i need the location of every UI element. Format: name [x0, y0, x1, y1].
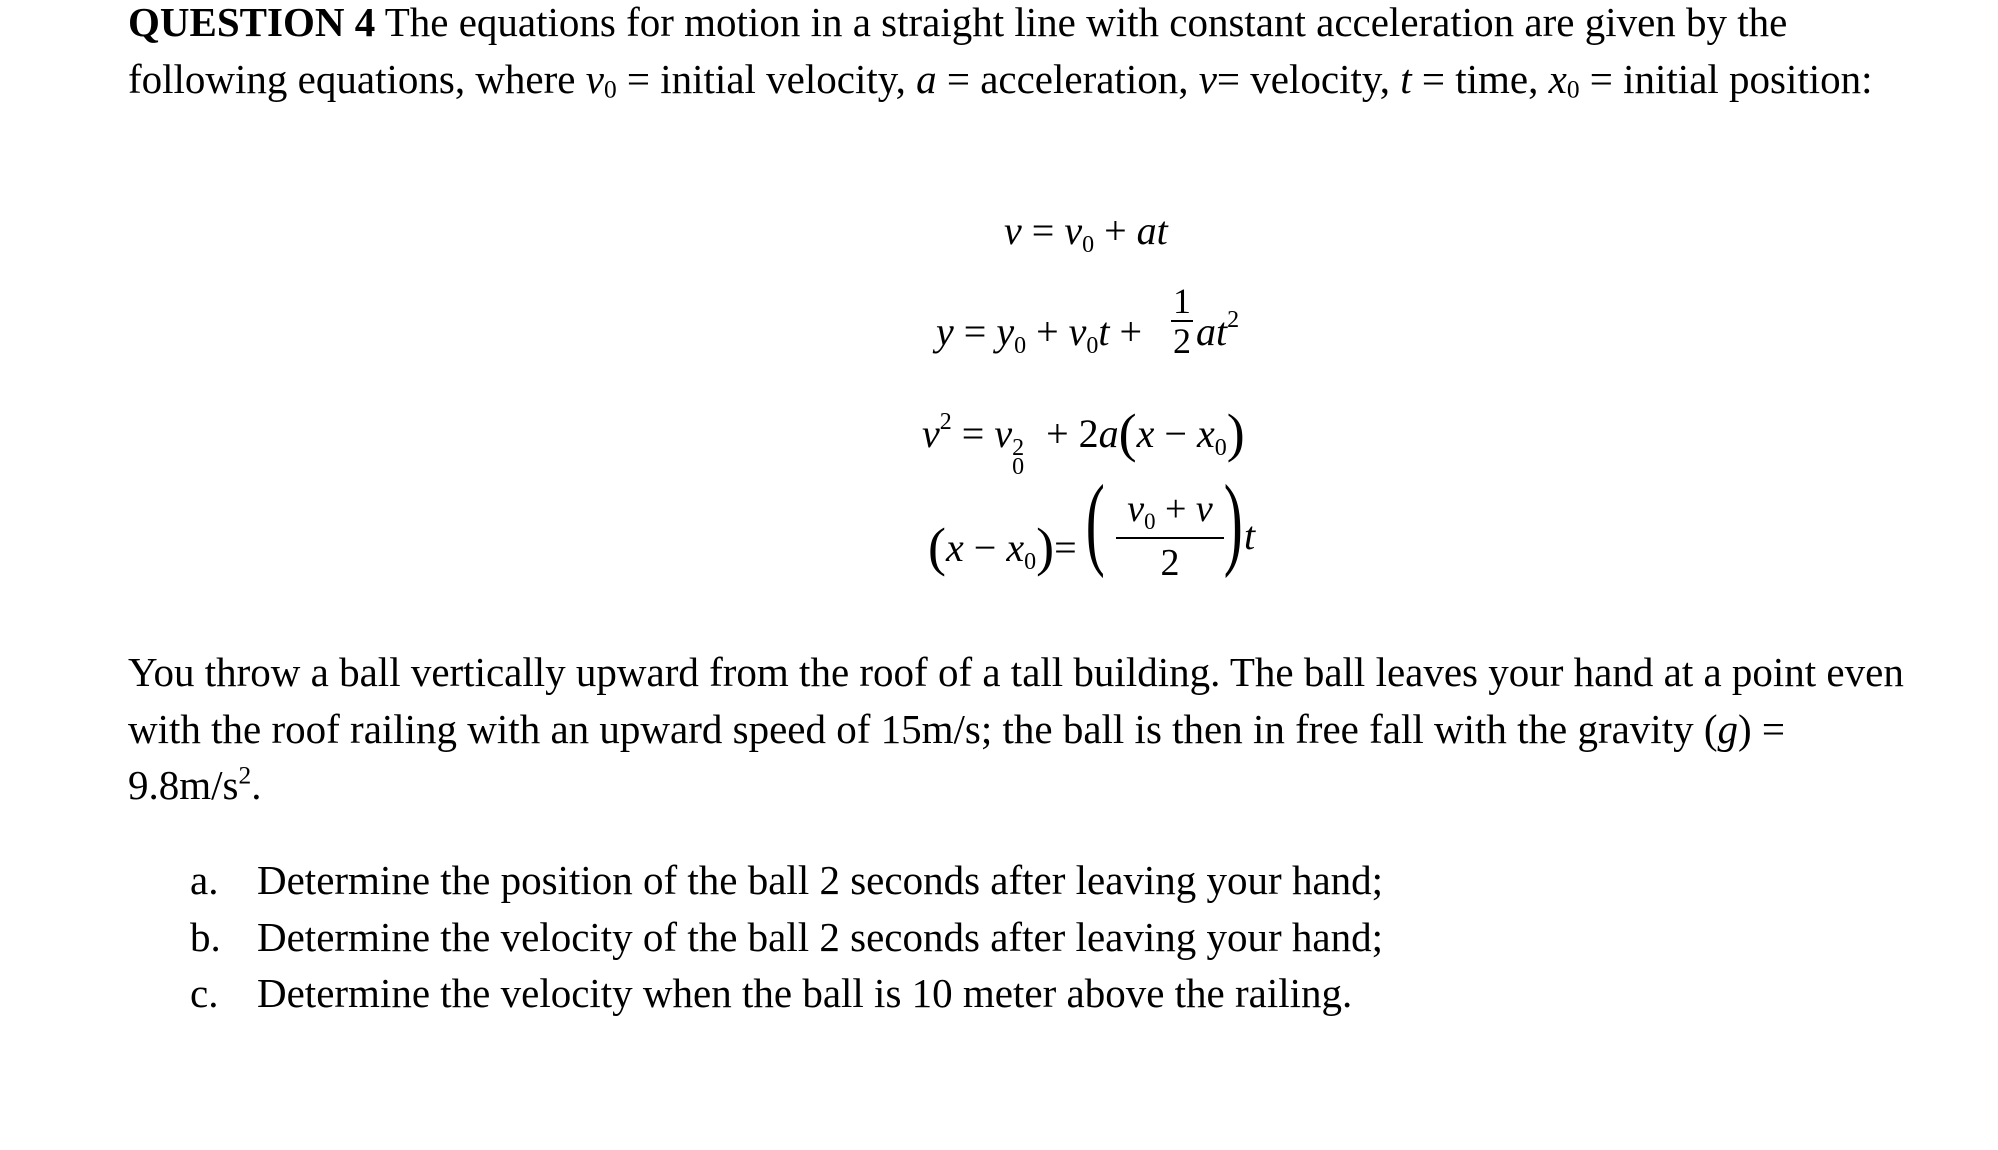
eq2-y: y [996, 309, 1015, 354]
eq3-sup0: 2 [1012, 435, 1025, 462]
list-item [190, 852, 1383, 909]
eq2-sub-y: 0 [1014, 333, 1027, 360]
eq2-v: v [1068, 309, 1087, 354]
eq2-denominator: 2 [1173, 321, 1191, 361]
eq2-numerator: 1 [1173, 281, 1191, 321]
eq2-equals: = [953, 309, 997, 354]
def-symbol-a: a [916, 55, 937, 102]
eq4-big-open-paren: ( [1085, 464, 1105, 579]
def-symbol-v0: v [585, 55, 604, 102]
item-marker: a. [190, 857, 219, 903]
scenario-text: You throw a ball vertically upward from the roof of a tall building. The ball leaves your hand at a point even with the roof railing with an upward speed of 15m/s; the ball is then in free fall with the gravity ( [128, 649, 1904, 752]
question-intro [128, 0, 1928, 107]
def-symbol-t: t [1400, 55, 1412, 102]
eq4-num-sub: 0 [1144, 508, 1156, 534]
eq1-at: at [1136, 208, 1168, 253]
eq3-sub0: 0 [1012, 454, 1025, 481]
eq4-open-paren: ( [928, 517, 946, 577]
def-text-t: = time, [1411, 55, 1549, 102]
question-label: QUESTION 4 [128, 0, 376, 45]
eq1-equals: = [1021, 208, 1065, 253]
def-symbol-x0: x [1548, 55, 1567, 102]
eq1-plus: + [1094, 208, 1137, 253]
eq2-fraction [1170, 282, 1194, 360]
item-marker: c. [190, 970, 219, 1016]
eq4-t: t [1244, 513, 1256, 558]
eq4-sub: 0 [1024, 549, 1037, 576]
eq4-numerator [1114, 488, 1226, 535]
eq1-sub: 0 [1082, 232, 1095, 259]
eq2-plus1: + [1026, 309, 1069, 354]
def-sub-x0: 0 [1566, 75, 1580, 104]
def-text-x0: = initial position: [1579, 55, 1873, 102]
scenario-g: g [1717, 705, 1738, 752]
equation-displacement [928, 516, 1077, 577]
list-item [190, 909, 1383, 966]
eq4-num-v: v [1195, 488, 1213, 530]
intro-text: The equations for motion in a straight line with constant acceleration are given by the following equations, where [128, 0, 1788, 102]
eq3-v: v [922, 411, 940, 456]
eq3-x: x [1136, 411, 1155, 456]
eq4-minus: − [963, 525, 1007, 570]
eq1-lhs: v [1004, 208, 1022, 253]
eq2-t: t [1098, 309, 1110, 354]
eq4-denominator: 2 [1160, 542, 1180, 584]
eq3-x0: x [1196, 411, 1215, 456]
scenario-text2: ) = 9.8m/s [128, 705, 1786, 808]
equation-velocity [1004, 208, 1168, 259]
eq4-big-close-paren: ) [1223, 464, 1243, 579]
item-text: Determine the position of the ball 2 seconds after leaving your hand; [257, 857, 1384, 903]
eq4-close-paren: ) [1036, 517, 1055, 577]
eq2-lhs: y [936, 309, 954, 354]
item-text: Determine the velocity of the ball 2 seconds after leaving your hand; [257, 913, 1383, 960]
eq3-sup: 2 [939, 409, 952, 435]
scenario-paragraph [128, 644, 1928, 814]
eq4-x0: x [1006, 525, 1025, 570]
question-items [190, 852, 1383, 1022]
def-symbol-v: v [1198, 55, 1217, 102]
def-text-v: = velocity, [1216, 55, 1401, 102]
eq4-x: x [945, 525, 964, 570]
eq3-equals: = [951, 411, 995, 456]
eq4-equals: = [1054, 525, 1077, 570]
eq2-plus2: + [1109, 309, 1143, 354]
def-text-v0: = initial velocity, [616, 55, 917, 102]
eq3-v0: v [994, 411, 1013, 456]
eq3-close-paren: ) [1226, 403, 1245, 463]
def-text-a: = acceleration, [936, 55, 1199, 102]
list-item [190, 965, 1383, 1022]
eq3-open-paren: ( [1118, 403, 1137, 463]
eq4-fraction [1114, 488, 1226, 587]
eq3-sub-x0: 0 [1214, 435, 1227, 462]
eq2-tail [1196, 307, 1240, 354]
eq1-v: v [1064, 208, 1083, 253]
def-sub-v0: 0 [603, 75, 617, 104]
item-marker: b. [190, 913, 221, 960]
item-text: Determine the velocity when the ball is 10 meter above the railing. [257, 970, 1353, 1016]
eq2-sub-v: 0 [1086, 333, 1099, 360]
scenario-sup: 2 [238, 761, 252, 790]
eq2-sup: 2 [1227, 307, 1240, 333]
eq3-a: a [1098, 411, 1119, 456]
eq4-num-plus: + [1155, 488, 1196, 530]
eq3-plus: + 2 [1036, 411, 1099, 456]
eq2-at: at [1196, 309, 1228, 354]
eq3-minus: − [1154, 411, 1197, 456]
equation-velocity-squared [922, 402, 1245, 481]
scenario-end: . [251, 762, 262, 808]
eq4-num-v0: v [1127, 488, 1145, 530]
equation-position [936, 309, 1143, 360]
